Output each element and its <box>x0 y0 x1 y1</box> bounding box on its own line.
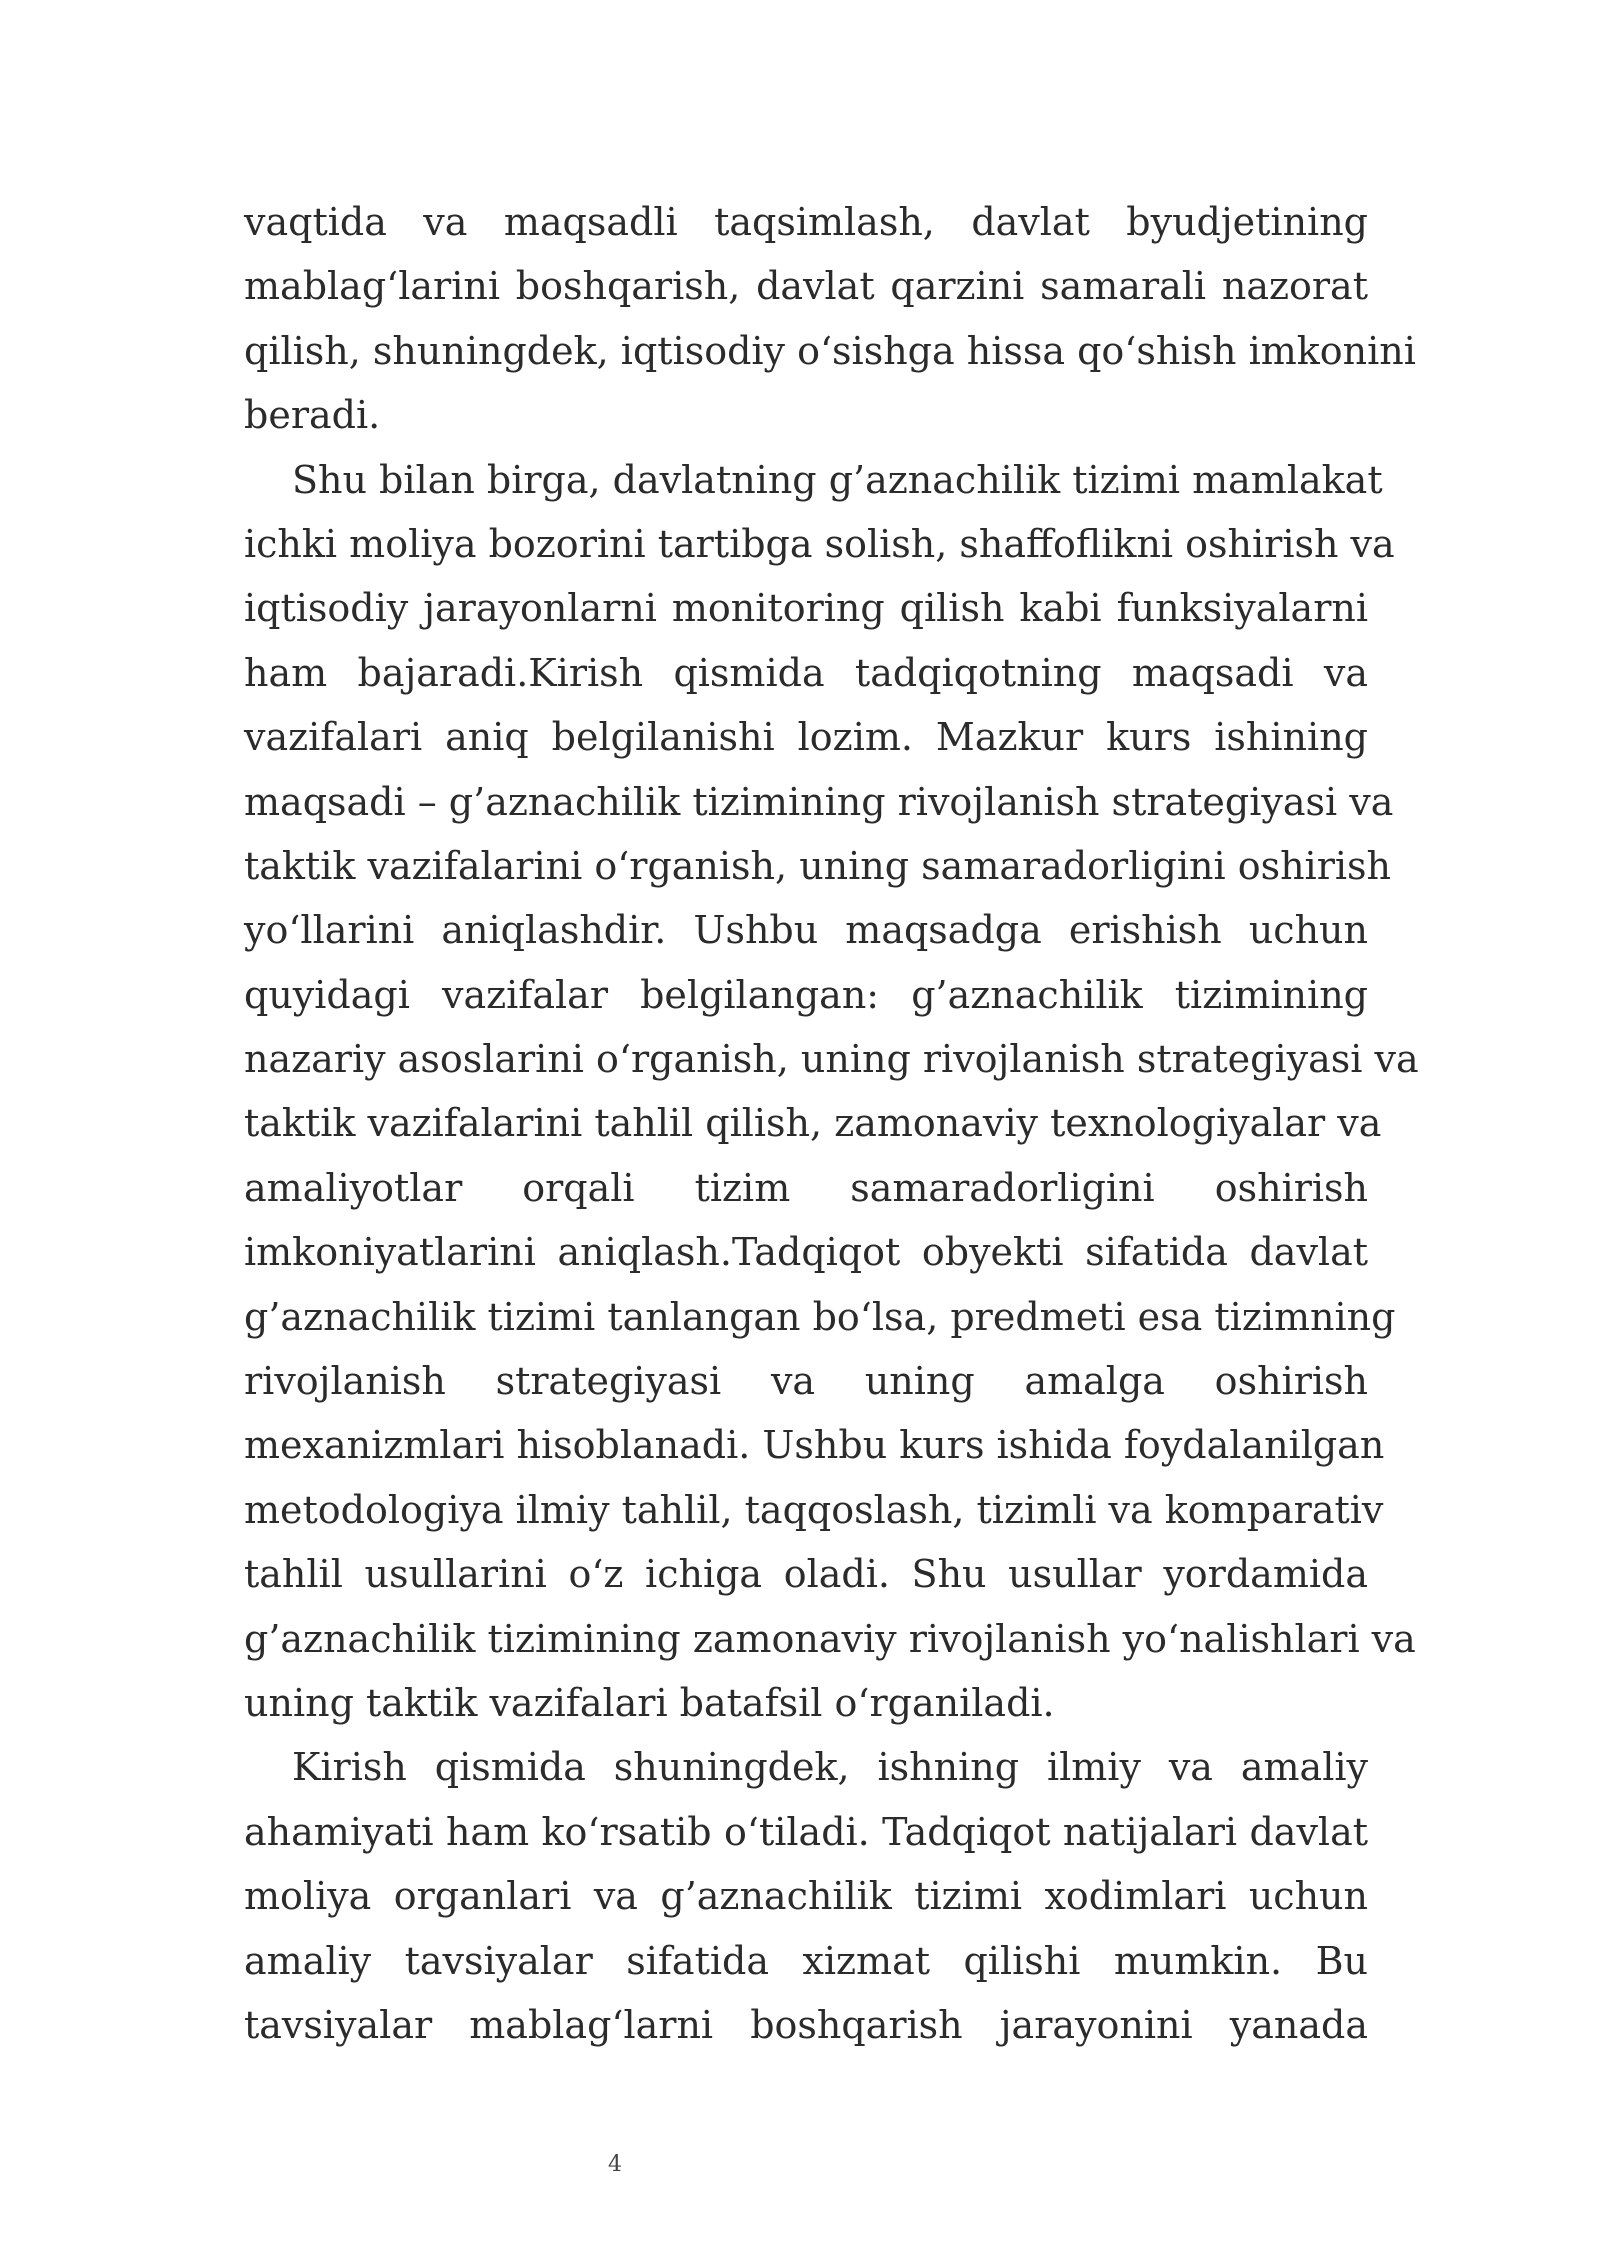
text-line: moliya organlari va g’aznachilik tizimi xodimlari uchun <box>244 1874 1368 1919</box>
text-line: iqtisodiy jarayonlarni monitoring qilish kabi funksiyalarni <box>244 586 1368 631</box>
text-line: ichki moliya bozorini tartibga solish, shaffoflikni oshirish va <box>244 521 1395 566</box>
text-line: uning taktik vazifalari batafsil o‘rganiladi. <box>244 1680 1055 1725</box>
text-line: maqsadi – g’aznachilik tizimining rivojlanish strategiyasi va <box>244 779 1394 824</box>
body-text <box>244 190 1419 2057</box>
text-line: mexanizmlari hisoblanadi. Ushbu kurs ishida foydalanilgan <box>244 1423 1385 1468</box>
text-line: ahamiyati ham ko‘rsatib o‘tiladi. Tadqiqot natijalari davlat <box>244 1809 1368 1854</box>
text-line: nazariy asoslarini o‘rganish, uning rivojlanish strategiyasi va <box>244 1037 1419 1082</box>
text-line: taktik vazifalarini o‘rganish, uning samaradorligini oshirish <box>244 843 1391 888</box>
text-line: vazifalari aniq belgilanishi lozim. Mazkur kurs ishining <box>244 715 1368 760</box>
text-line: taktik vazifalarini tahlil qilish, zamonaviy texnologiyalar va <box>244 1101 1382 1146</box>
text-line: rivojlanish strategiyasi va uning amalga oshirish <box>244 1359 1368 1404</box>
text-line: Shu bilan birga, davlatning g’aznachilik tizimi mamlakat <box>292 457 1383 502</box>
text-line: metodologiya ilmiy tahlil, taqqoslash, tizimli va komparativ <box>244 1487 1384 1532</box>
text-line: tahlil usullarini o‘z ichiga oladi. Shu usullar yordamida <box>244 1552 1368 1597</box>
text-line: amaliy tavsiyalar sifatida xizmat qilishi mumkin. Bu <box>244 1938 1368 1983</box>
text-line: beradi. <box>244 393 381 438</box>
text-line: g’aznachilik tizimi tanlangan bo‘lsa, predmeti esa tizimning <box>244 1294 1396 1339</box>
text-line: quyidagi vazifalar belgilangan: g’aznachilik tizimining <box>244 972 1368 1017</box>
text-line: Kirish qismida shuningdek, ishning ilmiy va amaliy <box>292 1745 1368 1790</box>
text-line: amaliyotlar orqali tizim samaradorligini oshirish <box>244 1165 1368 1210</box>
text-line: yo‘llarini aniqlashdir. Ushbu maqsadga erishish uchun <box>244 908 1368 953</box>
text-line: qilish, shuningdek, iqtisodiy o‘sishga hissa qo‘shish imkonini <box>244 328 1416 373</box>
page-number: 4 <box>608 2152 622 2177</box>
text-line: g’aznachilik tizimining zamonaviy rivojlanish yo‘nalishlari va <box>244 1616 1416 1661</box>
text-line: vaqtida va maqsadli taqsimlash, davlat byudjetining <box>244 200 1368 244</box>
text-line: mablag‘larini boshqarish, davlat qarzini samarali nazorat <box>244 264 1368 309</box>
text-line: ham bajaradi.Kirish qismida tadqiqotning maqsadi va <box>244 650 1368 695</box>
text-line: tavsiyalar mablag‘larni boshqarish jarayonini yanada <box>244 2002 1368 2047</box>
text-line: imkoniyatlarini aniqlash.Tadqiqot obyekti sifatida davlat <box>244 1230 1368 1275</box>
